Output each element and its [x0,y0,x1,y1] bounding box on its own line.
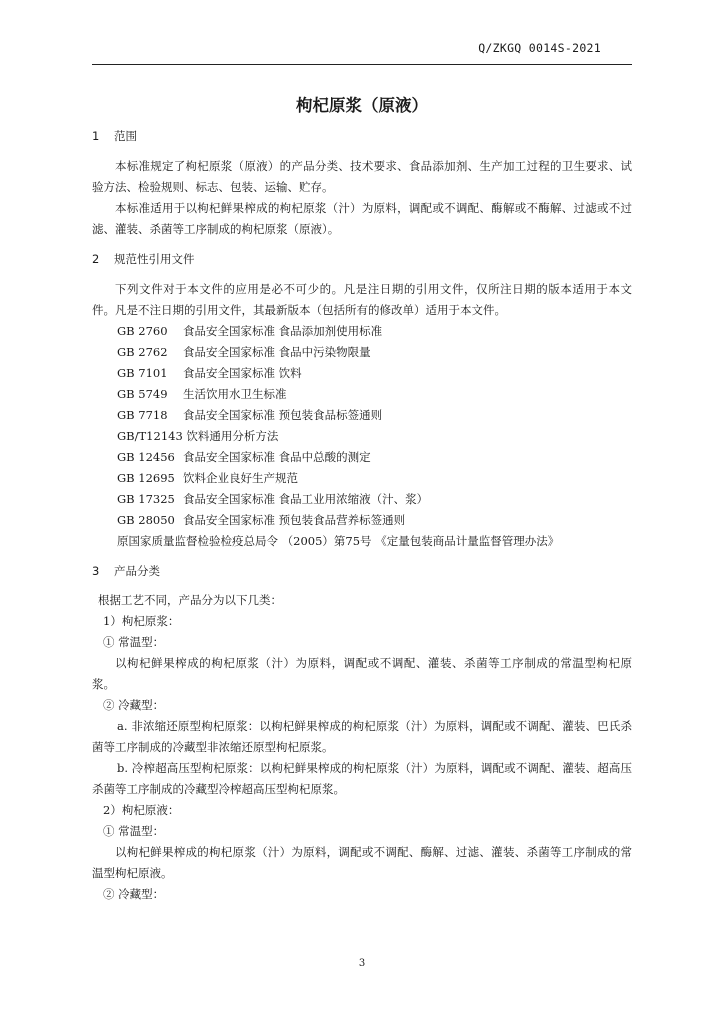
reference-item [92,531,632,552]
paragraph: 以枸杞鲜果榨成的枸杞原浆（汁）为原料，调配或不调配、酶解、过滤、灌装、杀菌等工序制成的常温型枸杞原液。 [92,845,632,880]
reference-title: 食品安全国家标准 预包装食品标签通则 [183,408,383,422]
section-2-heading [92,249,632,274]
list-item: b. 冷榨超高压型枸杞原浆：以枸杞鲜果榨成的枸杞原浆（汁）为原料，调配或不调配、灌装、超高压杀菌等工序制成的冷藏型冷榨超高压型枸杞原浆。 [92,761,632,796]
subcategory-label: ② 冷藏型： [103,698,165,712]
section-3-heading [92,561,632,586]
subcategory-label: ① 常温型： [103,635,165,649]
document-code: Q/ZKGQ 0014S-2021 [478,41,601,55]
reference-item [92,405,632,426]
reference-item [92,426,632,447]
reference-title: 食品安全国家标准 饮料 [183,366,302,380]
section-number: 3 [92,564,100,578]
reference-code: GB 2760 [117,324,168,338]
reference-title: 生活饮用水卫生标准 [183,387,287,401]
reference-item [92,321,632,342]
reference-title: 食品安全国家标准 食品工业用浓缩液（汁、浆） [183,492,429,506]
document-body [92,126,632,905]
reference-title: 食品安全国家标准 食品添加剂使用标准 [183,324,383,338]
subcategory-label: ② 冷藏型： [103,887,165,901]
reference-item [92,363,632,384]
reference-code: GB 12695 [117,471,175,485]
section-number: 1 [92,129,100,143]
paragraph: 本标准规定了枸杞原浆（原液）的产品分类、技术要求、食品添加剂、生产加工过程的卫生要求、试验方法、检验规则、标志、包装、运输、贮存。 [92,159,632,194]
page-number: 3 [358,958,366,969]
reference-code: GB 17325 [117,492,175,506]
category-heading: 2）枸杞原液： [103,803,180,817]
reference-item [92,468,632,489]
paragraph: 本标准适用于以枸杞鲜果榨成的枸杞原浆（汁）为原料，调配或不调配、酶解或不酶解、过滤或不过滤、灌装、杀菌等工序制成的枸杞原浆（原液）。 [92,201,632,236]
reference-title: 食品安全国家标准 食品中总酸的测定 [183,450,371,464]
reference-code: GB 28050 [117,513,175,527]
reference-title: 食品安全国家标准 食品中污染物限量 [183,345,371,359]
paragraph: 根据工艺不同，产品分为以下几类： [98,593,282,607]
reference-title: 食品安全国家标准 预包装食品营养标签通则 [183,513,406,527]
reference-code: GB 5749 [117,387,168,401]
reference-code: GB 12456 [117,450,175,464]
section-number: 2 [92,252,100,266]
reference-title: 饮料企业良好生产规范 [183,471,298,485]
category-heading: 1）枸杞原浆： [103,614,180,628]
paragraph: 以枸杞鲜果榨成的枸杞原浆（汁）为原料，调配或不调配、灌装、杀菌等工序制成的常温型枸杞原浆。 [92,656,632,691]
reference-code: GB 2762 [117,345,168,359]
document-title: 枸杞原浆（原液） [296,96,428,115]
reference-code: GB/T12143 [117,429,183,443]
reference-item [92,384,632,405]
paragraph: 下列文件对于本文件的应用是必不可少的。凡是注日期的引用文件，仅所注日期的版本适用于本文件。凡是不注日期的引用文件，其最新版本（包括所有的修改单）适用于本文件。 [92,282,632,317]
reference-title: 饮料通用分析方法 [186,429,279,443]
section-title: 产品分类 [114,564,160,578]
reference-item [92,510,632,531]
reference-title: 原国家质量监督检验检疫总局令 （2005）第75号 《定量包装商品计量监督管理办法》 [117,534,560,548]
reference-item [92,342,632,363]
subcategory-label: ① 常温型： [103,824,165,838]
reference-item [92,489,632,510]
list-item: a. 非浓缩还原型枸杞原浆：以枸杞鲜果榨成的枸杞原浆（汁）为原料，调配或不调配、灌装、巴氏杀菌等工序制成的冷藏型非浓缩还原型枸杞原浆。 [92,719,632,754]
reference-item [92,447,632,468]
section-1-heading [92,126,632,150]
reference-code: GB 7718 [117,408,168,422]
reference-list [92,321,632,552]
header-divider [92,64,632,65]
reference-code: GB 7101 [117,366,168,380]
section-title: 范围 [114,129,137,143]
section-title: 规范性引用文件 [114,252,195,266]
